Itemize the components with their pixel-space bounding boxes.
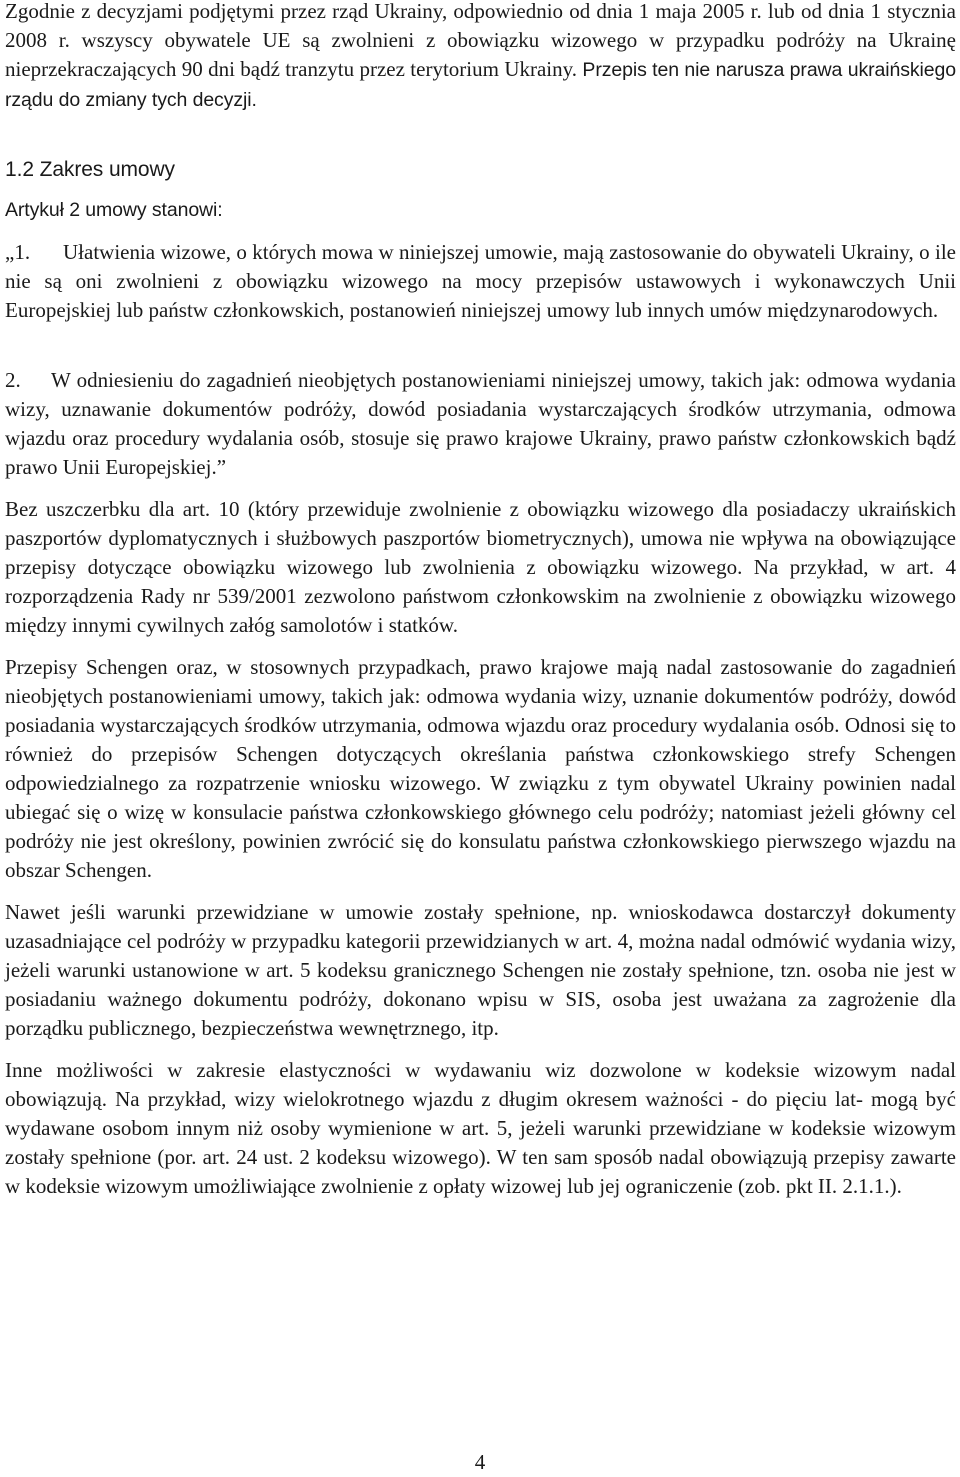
article-intro: Artykuł 2 umowy stanowi: <box>5 199 223 221</box>
intro-text-serif: Zgodnie z decyzjami podjętymi przez rząd Ukrainy, odpowiednio od dnia 1 maja 2005 r. lub od dnia 1 stycznia 2008 r. wszyscy obywatele UE są zwolnieni z obowiązku wizowego w przypadku podróży na Ukrainę nieprzekraczających 90 dni bądź tranzytu przez terytorium Ukrainy. <box>5 0 956 81</box>
paragraph-bez-uszczerbku: Bez uszczerbku dla art. 10 (który przewiduje zwolnienie z obowiązku wizowego dla posiadaczy ukraińskich paszportów dyplomatycznych i służbowych paszportów biometrycznych), umowa nie wpływa na obowiązujące przepisy dotyczące obowiązku wizowego lub zwolnienia z obowiązku wizowego. Na przykład, w art. 4 rozporządzenia Rady nr 539/2001 zezwolono państwom członkowskim na zwolnienie z obowiązku wizowego między innymi cywilnych załóg samolotów i statków. <box>5 497 956 637</box>
paragraph-inne-mozliwosci: Inne możliwości w zakresie elastyczności w wydawaniu wiz dozwolone w kodeksie wizowym nadal obowiązują. Na przykład, wizy wielokrotnego wjazdu z długim okresem ważności - do pięciu lat- mogą być wydawane osobom innym niż osoby wymienione w art. 5, jeżeli warunki przewidziane w kodeksie wizowym zostały spełnione (por. art. 24 ust. 2 kodeksu wizowego). W ten sam sposób nadal obowiązują przepisy zawarte w kodeksie wizowym umożliwiające zwolnienie z opłaty wizowej lub jej ograniczenie (zob. pkt II. 2.1.1.). <box>5 1058 956 1198</box>
document-page <box>5 0 956 1201</box>
section-heading: 1.2 Zakres umowy <box>5 158 175 181</box>
point-2-paragraph <box>5 366 956 482</box>
paragraph-nawet-jesli: Nawet jeśli warunki przewidziane w umowie zostały spełnione, np. wnioskodawca dostarczył dokumenty uzasadniające cel podróży w przypadku kategorii przewidzianych w art. 4, można nadal odmówić wydania wizy, jeżeli warunki ustanowione w art. 5 kodeksu granicznego Schengen nie zostały spełnione, tzn. osoba nie jest w posiadaniu ważnego dokumentu podróży, dokonano wpisu w SIS, osoba jest uważana za zagrożenie dla porządku publicznego, bezpieczeństwa wewnętrznego, itp. <box>5 900 956 1040</box>
point-2-number: 2. <box>5 368 21 392</box>
point-1-number: „1. <box>5 240 31 264</box>
paragraph-przepisy-schengen: Przepisy Schengen oraz, w stosownych przypadkach, prawo krajowe mają nadal zastosowanie do zagadnień nieobjętych postanowieniami umowy, takich jak: odmowa wydania wizy, uznanie dokumentów podróży, dowód posiadania wystarczających środków utrzymania, odmowa wjazdu oraz procedury wydalania osób. Odnosi się to również do przepisów Schengen dotyczących określania państwa członkowskiego strefy Schengen odpowiedzialnego za rozpatrzenie wniosku wizowego. W związku z tym obywatel Ukrainy powinien nadal ubiegać się o wizę w konsulacie państwa członkowskiego głównego celu podróży; natomiast jeżeli główny cel podróży nie jest określony, powinien zwrócić się do konsulatu państwa członkowskiego pierwszego wjazdu na obszar Schengen. <box>5 655 956 882</box>
intro-text-sans: Przepis ten nie narusza prawa ukraińskiego rządu do zmiany tych decyzji. <box>5 59 956 111</box>
point-2-text: W odniesieniu do zagadnień nieobjętych postanowieniami niniejszej umowy, takich jak: odmowa wydania wizy, uznawanie dokumentów podróży, dowód posiadania wystarczających środków utrzymania, odmowa wjazdu oraz procedury wydalania osób, stosuje się prawo krajowe Ukrainy, prawo państw członkowskich bądź prawo Unii Europejskiej.” <box>5 368 956 479</box>
page-number: 4 <box>474 1450 486 1474</box>
point-1-paragraph <box>5 238 956 325</box>
point-1-text: Ułatwienia wizowe, o których mowa w niniejszej umowie, mają zastosowanie do obywateli Ukrainy, o ile nie są oni zwolnieni z obowiązku wizowego na mocy przepisów ustawowych i wykonawczych Unii Europejskiej lub państw członkowskich, postanowień niniejszej umowy lub innych umów międzynarodowych. <box>5 240 956 322</box>
intro-paragraph <box>5 0 956 115</box>
